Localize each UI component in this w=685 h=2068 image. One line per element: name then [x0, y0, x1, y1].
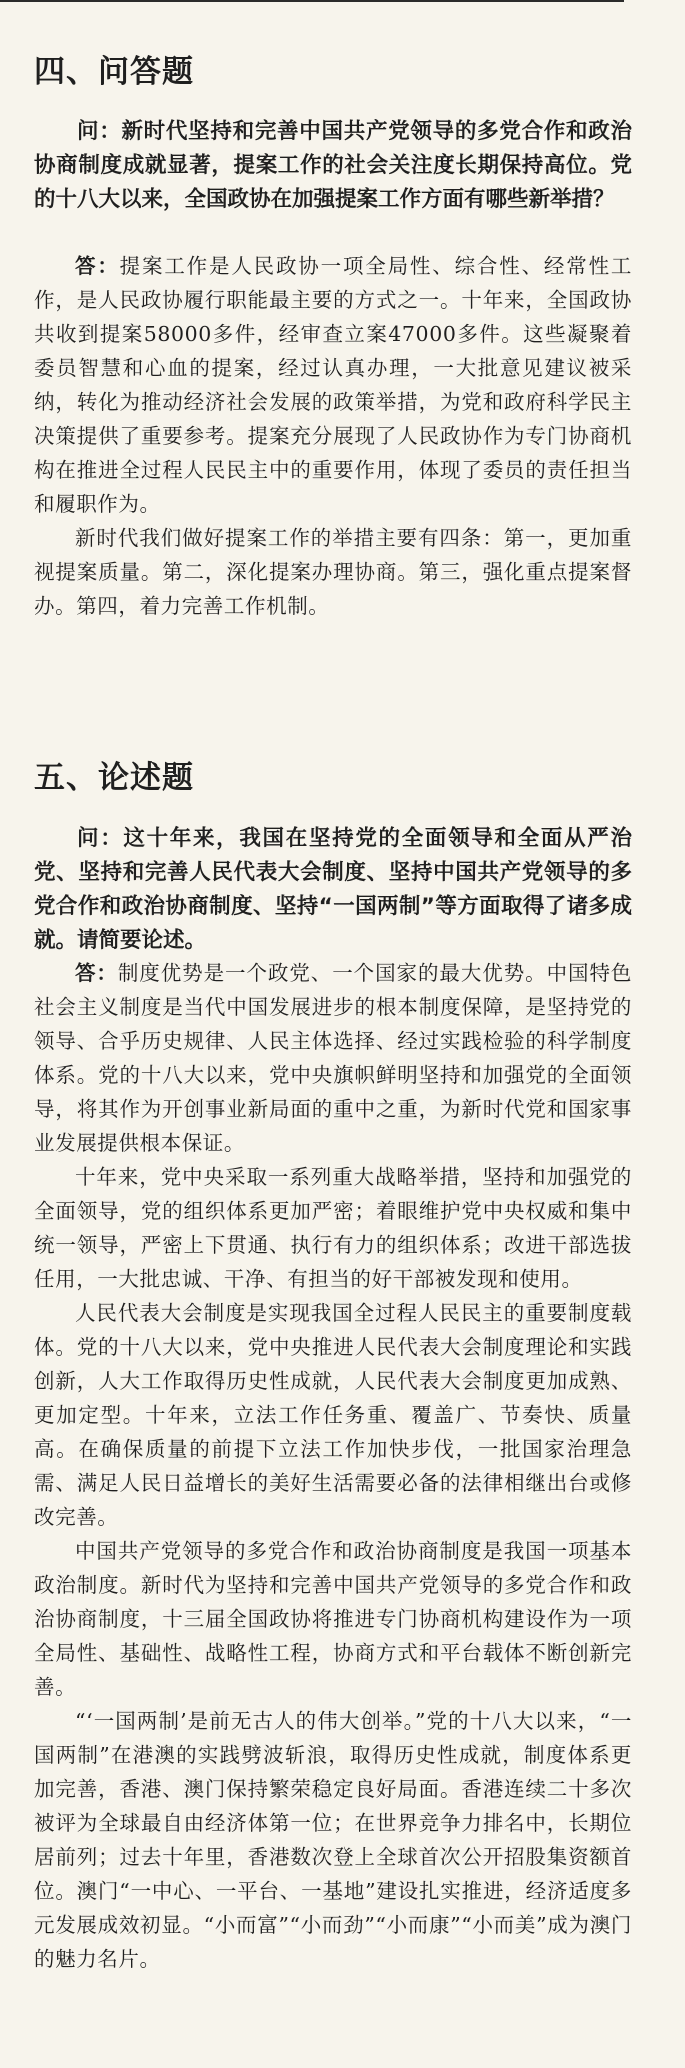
answer-label: 答：	[75, 254, 120, 278]
section-4-answer-p2: 新时代我们做好提案工作的举措主要有四条：第一，更加重视提案质量。第二，深化提案办理协商。第三，强化重点提案督办。第四，着力完善工作机制。	[34, 526, 632, 618]
section-4-question: 问：新时代坚持和完善中国共产党领导的多党合作和政治协商制度成就显著，提案工作的社会关注度长期保持高位。党的十八大以来，全国政协在加强提案工作方面有哪些新举措？	[34, 119, 632, 212]
section-5-answer-p1	[34, 956, 632, 1160]
answer-label: 答：	[75, 961, 118, 985]
section-5-answer-p3: 人民代表大会制度是实现我国全过程人民民主的重要制度载体。党的十八大以来，党中央推进人民代表大会制度理论和实践创新，人大工作取得历史性成就，人民代表大会制度更加成熟、更加定型。十年来，立法工作任务重、覆盖广、节奏快、质量高。在确保质量的前提下立法工作加快步伐，一批国家治理急需、满足人民日益增长的美好生活需要必备的法律相继出台或修改完善。	[34, 1301, 632, 1529]
answer-text: 制度优势是一个政党、一个国家的最大优势。中国特色社会主义制度是当代中国发展进步的根本制度保障，是坚持党的领导、合乎历史规律、人民主体选择、经过实践检验的科学制度体系。党的十八大以来，党中央旗帜鲜明坚持和加强党的全面领导，将其作为开创事业新局面的重中之重，为新时代党和国家事业发展提供根本保证。	[34, 961, 632, 1155]
section-5-heading: 五、论述题	[34, 760, 194, 796]
section-4-answer-p1	[34, 249, 632, 521]
answer-text: 提案工作是人民政协一项全局性、综合性、经常性工作，是人民政协履行职能最主要的方式之一。十年来，全国政协共收到提案58000多件，经审查立案47000多件。这些凝聚着委员智慧和心血的提案，经过认真办理，一大批意见建议被采纳，转化为推动经济社会发展的政策举措，为党和政府科学民主决策提供了重要参考。提案充分展现了人民政协作为专门协商机构在推进全过程人民民主中的重要作用，体现了委员的责任担当和履职作为。	[34, 254, 632, 516]
top-rule	[0, 0, 624, 2]
section-5-question: 问：这十年来，我国在坚持党的全面领导和全面从严治党、坚持和完善人民代表大会制度、坚持中国共产党领导的多党合作和政治协商制度、坚持“一国两制”等方面取得了诸多成就。请简要论述。	[34, 826, 632, 953]
section-5-answer-p5: “‘一国两制’是前无古人的伟大创举。”党的十八大以来，“一国两制”在港澳的实践劈波斩浪，取得历史性成就，制度体系更加完善，香港、澳门保持繁荣稳定良好局面。香港连续二十多次被评为全球最自由经济体第一位；在世界竞争力排名中，长期位居前列；过去十年里，香港数次登上全球首次公开招股集资额首位。澳门“一中心、一平台、一基地”建设扎实推进，经济适度多元发展成效初显。“小而富”“小而劲”“小而康”“小而美”成为澳门的魅力名片。	[34, 1709, 632, 1971]
section-4-answer	[34, 249, 632, 623]
section-4-heading: 四、问答题	[34, 54, 194, 90]
section-5-answer-p2: 十年来，党中央采取一系列重大战略举措，坚持和加强党的全面领导，党的组织体系更加严密；着眼维护党中央权威和集中统一领导，严密上下贯通、执行有力的组织体系；改进干部选拔任用，一大批忠诚、干净、有担当的好干部被发现和使用。	[34, 1165, 632, 1291]
section-5-answer	[34, 956, 632, 1976]
section-5-answer-p4: 中国共产党领导的多党合作和政治协商制度是我国一项基本政治制度。新时代为坚持和完善中国共产党领导的多党合作和政治协商制度，十三届全国政协将推进专门协商机构建设作为一项全局性、基础性、战略性工程，协商方式和平台载体不断创新完善。	[34, 1539, 632, 1699]
